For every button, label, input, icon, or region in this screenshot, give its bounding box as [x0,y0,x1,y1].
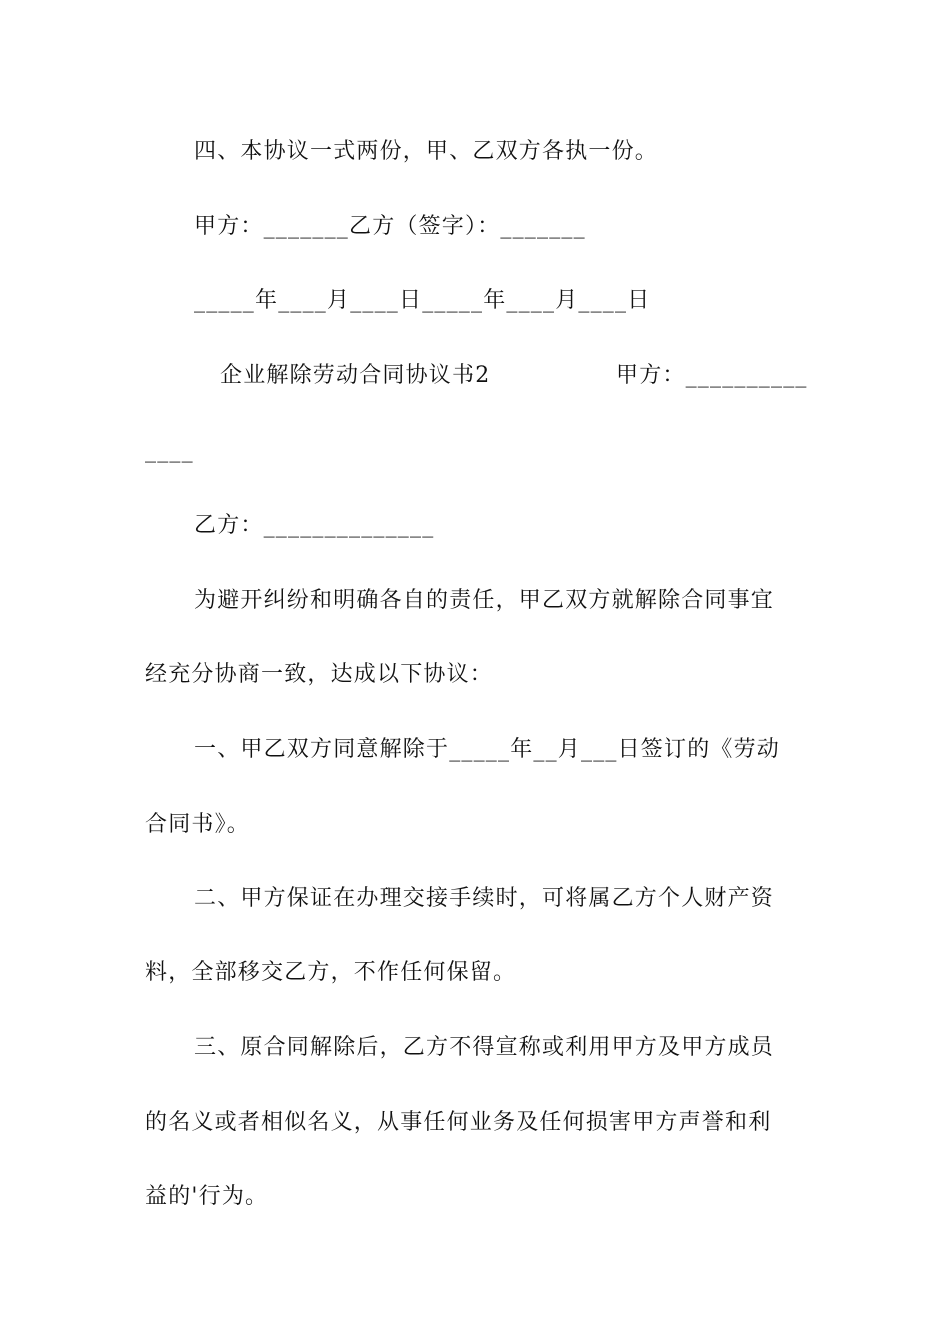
clause-three-line-1: 三、原合同解除后，乙方不得宣称或利用甲方及甲方成员 [194,1035,775,1060]
clause-three-line-3: 益的'行为。 [145,1184,269,1209]
party-a-field-continued: ____ [145,438,194,463]
party-b-field: 乙方：______________ [194,513,435,538]
clause-three-line-2: 的名义或者相似名义，从事任何业务及任何损害甲方声誉和利 [145,1110,772,1135]
clause-four: 四、本协议一式两份，甲、乙双方各执一份。 [194,139,659,164]
date-line: _____年____月____日_____年____月____日 [194,288,651,313]
clause-two-line-1: 二、甲方保证在办理交接手续时，可将属乙方个人财产资 [194,886,775,911]
clause-one-line-2: 合同书》。 [145,812,251,837]
preamble-line-2: 经充分协商一致，达成以下协议： [145,662,494,687]
clause-two-line-2: 料，全部移交乙方，不作任何保留。 [145,960,517,985]
signature-line: 甲方：_______乙方（签字）：_______ [194,214,586,239]
agreement-title: 企业解除劳动合同协议书2 [220,363,491,388]
preamble-line-1: 为避开纠纷和明确各自的责任，甲乙双方就解除合同事宜 [194,588,775,613]
clause-one-line-1: 一、甲乙双方同意解除于_____年__月___日签订的《劳动 [194,737,781,762]
party-a-field: 甲方：__________ [616,363,808,388]
